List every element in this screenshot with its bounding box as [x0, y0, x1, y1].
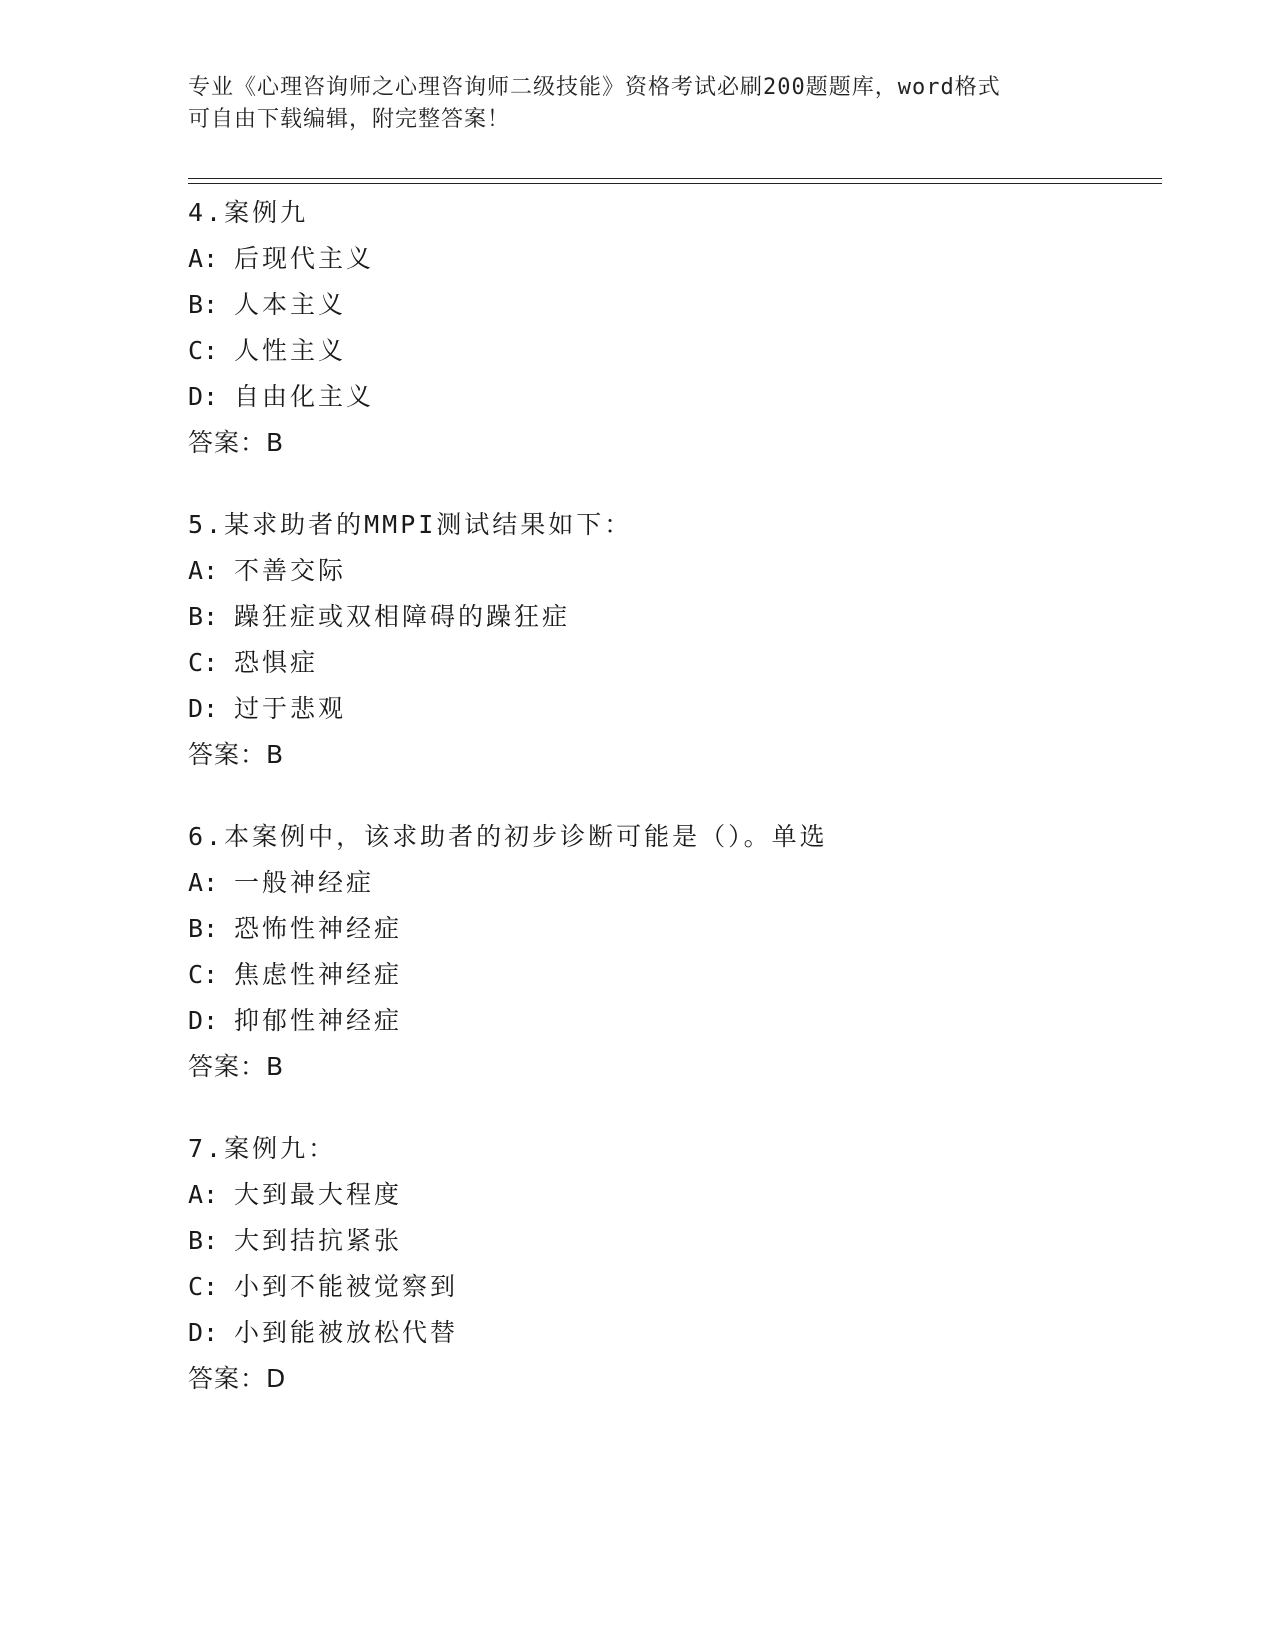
option-letter: D:	[188, 694, 219, 723]
option-letter: A:	[188, 556, 219, 585]
option-d	[188, 998, 1162, 1044]
option-letter: B:	[188, 602, 219, 631]
question-title: 5.某求助者的MMPI测试结果如下：	[188, 510, 633, 539]
option-text: 小到不能被觉察到	[234, 1272, 459, 1301]
option-letter: D:	[188, 1006, 219, 1035]
option-a	[188, 236, 1162, 282]
option-d	[188, 374, 1162, 420]
option-letter: B:	[188, 1226, 219, 1255]
answer-line: 答案：D	[188, 1364, 287, 1393]
option-letter: B:	[188, 914, 219, 943]
question-6	[188, 814, 1162, 1090]
option-a	[188, 548, 1162, 594]
option-text: 自由化主义	[234, 382, 375, 411]
question-title: 4.案例九	[188, 198, 309, 227]
question-5	[188, 502, 1162, 778]
option-text: 大到拮抗紧张	[234, 1226, 403, 1255]
option-text: 躁狂症或双相障碍的躁狂症	[234, 602, 571, 631]
answer-line: 答案：B	[188, 740, 285, 769]
option-letter: A:	[188, 1180, 219, 1209]
option-letter: C:	[188, 960, 219, 989]
option-b	[188, 906, 1162, 952]
header-line-1: 专业《心理咨询师之心理咨询师二级技能》资格考试必刷200题题库，word格式	[188, 75, 1001, 100]
answer-line: 答案：B	[188, 428, 285, 457]
header-divider-bottom	[188, 183, 1162, 184]
answer-line: 答案：B	[188, 1052, 285, 1081]
option-letter: B:	[188, 290, 219, 319]
option-c	[188, 952, 1162, 998]
option-text: 不善交际	[234, 556, 347, 585]
option-a	[188, 1172, 1162, 1218]
header-divider-top	[188, 178, 1162, 179]
option-letter: C:	[188, 648, 219, 677]
option-text: 恐怖性神经症	[234, 914, 403, 943]
option-c	[188, 328, 1162, 374]
option-c	[188, 1264, 1162, 1310]
option-text: 抑郁性神经症	[234, 1006, 403, 1035]
option-c	[188, 640, 1162, 686]
question-list	[188, 190, 1162, 1438]
option-letter: A:	[188, 868, 219, 897]
option-d	[188, 1310, 1162, 1356]
option-text: 小到能被放松代替	[234, 1318, 459, 1347]
option-text: 恐惧症	[234, 648, 319, 677]
question-title: 6.本案例中，该求助者的初步诊断可能是（）。单选	[188, 822, 828, 851]
question-4	[188, 190, 1162, 466]
option-letter: D:	[188, 1318, 219, 1347]
question-title: 7.案例九：	[188, 1134, 337, 1163]
option-text: 人本主义	[234, 290, 347, 319]
document-header	[188, 72, 1088, 136]
option-text: 过于悲观	[234, 694, 347, 723]
option-text: 大到最大程度	[234, 1180, 403, 1209]
option-letter: C:	[188, 1272, 219, 1301]
option-a	[188, 860, 1162, 906]
option-d	[188, 686, 1162, 732]
option-text: 一般神经症	[234, 868, 375, 897]
question-7	[188, 1126, 1162, 1402]
option-text: 人性主义	[234, 336, 347, 365]
header-line-2: 可自由下载编辑，附完整答案！	[188, 107, 511, 132]
option-text: 焦虑性神经症	[234, 960, 403, 989]
option-letter: D:	[188, 382, 219, 411]
option-b	[188, 594, 1162, 640]
option-b	[188, 1218, 1162, 1264]
option-letter: A:	[188, 244, 219, 273]
option-text: 后现代主义	[234, 244, 375, 273]
option-b	[188, 282, 1162, 328]
option-letter: C:	[188, 336, 219, 365]
